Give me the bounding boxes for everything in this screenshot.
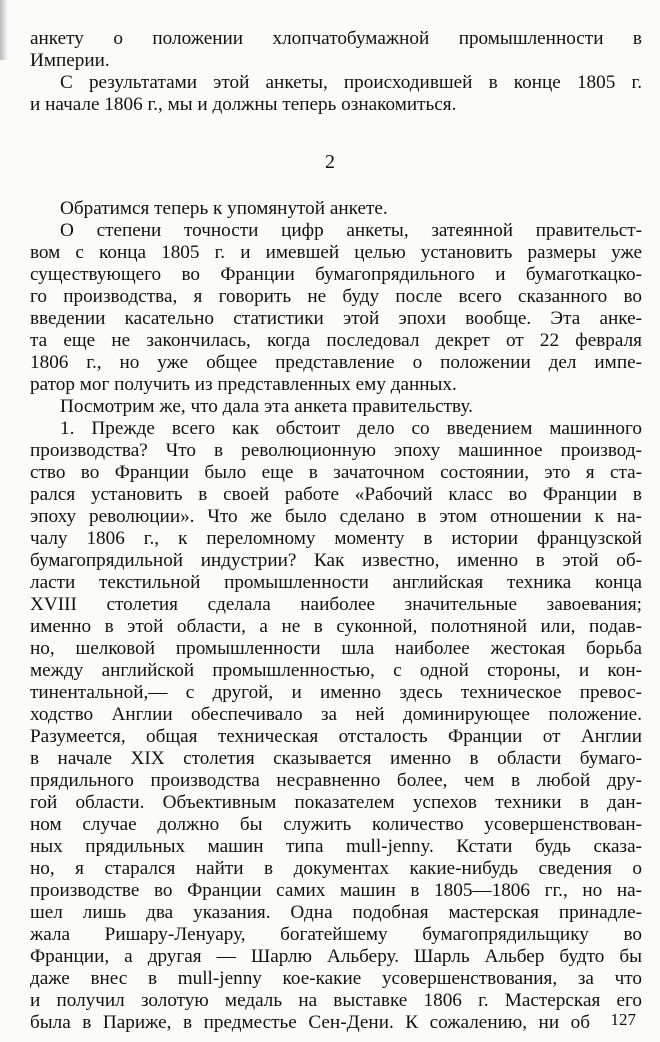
text-line: гой области. Объективным показателем успехов техники в дан- bbox=[30, 792, 642, 813]
text-line: 1. Прежде всего как обстоит дело со введением машинного bbox=[60, 418, 642, 439]
text-line: прядильного производства несравненно более, чем в любой дру- bbox=[30, 770, 642, 791]
text-line: и начале 1806 г., мы и должны теперь ознакомиться. bbox=[30, 94, 457, 115]
text-line: шел лишь два указания. Одна подобная мастерская принадле- bbox=[30, 902, 642, 923]
text-line: Разумеется, общая техническая отсталость Франции от Англии bbox=[30, 726, 642, 747]
text-line: О степени точности цифр анкеты, затеянной правительст- bbox=[60, 220, 642, 241]
text-line: существующего во Франции бумагопрядильного и бумаготкацко- bbox=[30, 264, 642, 285]
text-line: тинентальной,— с другой, и именно здесь техническое превос- bbox=[30, 682, 642, 703]
text-line: XVIII столетия сделала наиболее значительные завоевания; bbox=[30, 594, 642, 615]
text-line: Франции, а другая — Шарлю Альберу. Шарль Альбер будто бы bbox=[30, 946, 642, 967]
text-line: та еще не закончилась, когда последовал декрет от 22 февраля bbox=[30, 330, 642, 351]
text-line: была в Париже, в предместье Сен-Дени. К сожалению, ни об bbox=[30, 1012, 590, 1033]
text-line: вом с конца 1805 г. и имевшей целью установить размеры уже bbox=[30, 242, 642, 263]
text-line: 1806 г., но уже общее представление о положении дел импе- bbox=[30, 352, 642, 373]
text-line: именно в этой области, а не в суконной, полотняной или, подав- bbox=[30, 616, 642, 637]
text-line: в начале XIX столетия сказывается именно в области бумаго- bbox=[30, 748, 642, 769]
text-line: Посмотрим же, что дала эта анкета правительству. bbox=[60, 396, 473, 417]
text-line: и получил золотую медаль на выставке 1806 г. Мастерская его bbox=[30, 990, 642, 1011]
page-edge-shadow bbox=[0, 0, 8, 60]
text-line: производства? Что в революционную эпоху машинное производ- bbox=[30, 440, 642, 461]
text-line: Обратимся теперь к упомянутой анкете. bbox=[60, 198, 388, 219]
page-number: 127 bbox=[610, 1010, 636, 1029]
section-number: 2 bbox=[325, 151, 335, 173]
text-line: но, шелковой промышленности шла наиболее жестокая борьба bbox=[30, 638, 642, 659]
text-line: ном случае должно бы служить количество усовершенствован- bbox=[30, 814, 642, 835]
text-line: ласти текстильной промышленности английская техника конца bbox=[30, 572, 642, 593]
text-line: производстве во Франции самих машин в 1805—1806 гг., но на- bbox=[30, 880, 642, 901]
text-line: чалу 1806 г., к переломному моменту в истории французской bbox=[30, 528, 642, 549]
text-line: го производства, я говорить не буду после всего сказанного во bbox=[30, 286, 642, 307]
text-line: С результатами этой анкеты, происходившей в конце 1805 г. bbox=[60, 72, 642, 93]
text-line: даже внес в mull-jenny кое-какие усовершенствования, за что bbox=[30, 968, 642, 989]
text-line: ство во Франции было еще в зачаточном состоянии, это я ста- bbox=[30, 462, 642, 483]
text-line: анкету о положении хлопчатобумажной промышленности в bbox=[30, 28, 642, 49]
text-line: жала Ришару-Ленуару, богатейшему бумагопрядильщику во bbox=[30, 924, 642, 945]
text-line: ратор мог получить из представленных ему данных. bbox=[30, 374, 457, 395]
text-line: рался установить в своей работе «Рабочий класс во Франции в bbox=[30, 484, 642, 505]
text-line: введении касательно статистики этой эпохи вообще. Эта анке- bbox=[30, 308, 642, 329]
text-line: эпоху революции». Что же было сделано в этом отношении к на- bbox=[30, 506, 642, 527]
text-line: но, я старался найти в документах какие-нибудь сведения о bbox=[30, 858, 642, 879]
text-line: ходство Англии обеспечивало за ней доминирующее положение. bbox=[30, 704, 642, 725]
text-line: бумагопрядильной индустрии? Как известно, именно в этой об- bbox=[30, 550, 642, 571]
text-line: ных прядильных машин типа mull-jenny. Кстати будь сказа- bbox=[30, 836, 642, 857]
text-line: между английской промышленностью, с одной стороны, и кон- bbox=[30, 660, 642, 681]
text-line: Империи. bbox=[30, 50, 110, 71]
